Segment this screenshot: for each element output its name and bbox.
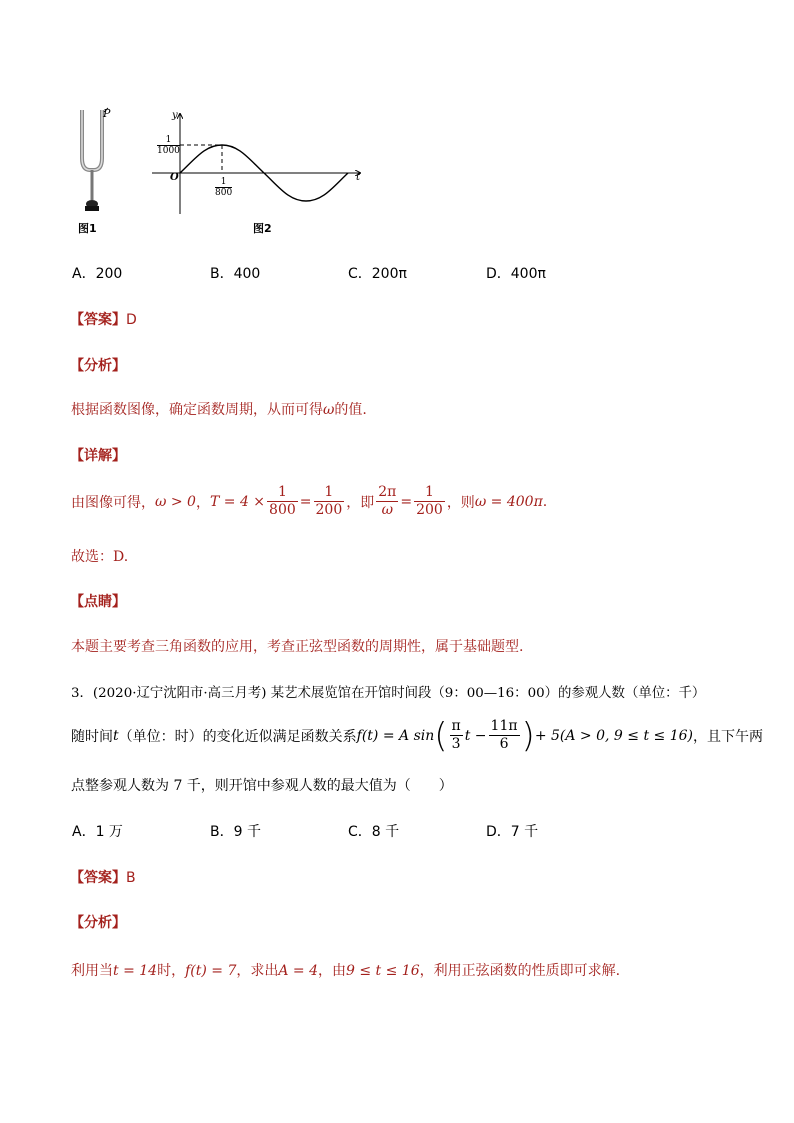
q2-option-a: A．200 (72, 266, 123, 282)
q3-line2-b: （单位：时）的变化近似满足函数关系 (118, 728, 357, 745)
q3-option-c: C．8 千 (348, 824, 400, 840)
q3-analysis-text (71, 960, 620, 980)
q3-analysis-tag: 【分析】 (70, 915, 126, 931)
q3-f-expr: f(t) = A sin (356, 727, 435, 744)
q3-analysis-e: ，利用正弦函数的性质即可求解. (419, 963, 621, 979)
answer-value: D (126, 312, 137, 328)
q3-plus-cond: + 5(A > 0, 9 ≤ t ≤ 16) (534, 727, 693, 744)
answer-tag: 【答案】 (70, 312, 126, 328)
q3-option-b: B．9 千 (210, 824, 261, 840)
answer-tag: 【答案】 (70, 870, 126, 886)
q2-analysis-text (71, 399, 367, 419)
q3-option-a: A．1 万 (72, 824, 123, 840)
analysis-part2: 的值. (334, 402, 367, 418)
q2-option-b: B．400 (210, 266, 261, 282)
q2-option-c: C．200π (348, 266, 407, 282)
q3-f7: f(t) = 7 (185, 963, 237, 979)
q2-detail-formula (71, 484, 547, 519)
frac-den: 200 (416, 502, 443, 518)
frac-num: 11π (490, 718, 518, 734)
q3-answer (70, 867, 136, 887)
detail-ji: ，即 (346, 494, 375, 511)
omega-symbol: ω (323, 402, 335, 418)
detail-result: ω = 400π (474, 493, 543, 510)
frac-den: 6 (499, 736, 509, 752)
frac-pi-3 (450, 718, 463, 753)
detail-prefix: 由图像可得， (71, 494, 155, 511)
graph-t-label: t (356, 172, 361, 183)
q3-line2-a: 随时间 (71, 728, 113, 745)
detail-T: T = 4 × (209, 493, 266, 510)
period: . (542, 493, 548, 510)
frac-num: 2π (378, 484, 397, 500)
frac-2pi-omega (376, 484, 398, 519)
frac-1-800 (267, 484, 298, 519)
q3-option-d: D．7 千 (486, 824, 539, 840)
frac-den: ω (381, 502, 393, 518)
q3-analysis-a: 利用当 (71, 963, 113, 979)
fig2-caption: 图2 (253, 222, 272, 235)
y-tick-den: 1000 (157, 146, 180, 156)
right-paren: ) (521, 715, 535, 756)
frac-num: 1 (267, 484, 298, 502)
graph-y-label: y (172, 110, 178, 121)
q3-t14: t = 14 (113, 963, 158, 979)
left-paren: ( (434, 715, 448, 756)
q3-range: 9 ≤ t ≤ 16 (346, 963, 420, 979)
q3-A4: A = 4 (278, 963, 319, 979)
graph-t-tick (215, 177, 232, 198)
answer-value: B (126, 870, 136, 886)
sine-graph (150, 112, 365, 220)
q3-line1: 3．(2020·辽宁沈阳市·高三月考) 某艺术展览馆在开馆时间段（9：00—16：00）的参观人数（单位：千） (71, 686, 706, 701)
graph-origin-label: O (170, 172, 179, 183)
q2-comment-text: 本题主要考查三角函数的应用，考查正弦型函数的周期性，属于基础题型. (71, 639, 524, 655)
q2-detail-tag: 【详解】 (70, 448, 126, 464)
q3-t: t (113, 727, 119, 744)
frac-num: 1 (414, 484, 445, 502)
frac-num: π (451, 718, 461, 734)
q2-option-d: D．400π (486, 266, 546, 282)
frac-den: 3 (451, 736, 461, 752)
detail-ze: ，则 (446, 494, 475, 511)
t-tick-num: 1 (215, 177, 232, 188)
q2-choice: 故选：D. (71, 549, 129, 565)
frac-den: 800 (269, 502, 296, 518)
q3-t-minus: t − (464, 727, 487, 744)
t-tick-den: 800 (215, 188, 233, 198)
q3-line3: 点整参观人数为 7 千，则开馆中参观人数的最大值为（ ） (71, 778, 453, 794)
frac-1-200-b (414, 484, 445, 519)
q2-analysis-tag: 【分析】 (70, 358, 126, 374)
q2-comment-tag: 【点睛】 (70, 594, 126, 610)
graph-y-tick (157, 135, 180, 156)
q2-answer (70, 309, 137, 329)
q3-analysis-d: ，由 (318, 963, 347, 979)
q3-analysis-b: 时， (157, 963, 186, 979)
analysis-part1: 根据函数图像，确定函数周期，从而可得 (71, 402, 323, 418)
frac-11pi-6 (489, 718, 520, 753)
tuning-fork-figure (68, 104, 118, 219)
equals: = (299, 493, 312, 510)
q3-line2 (71, 715, 763, 756)
y-tick-num: 1 (157, 135, 180, 146)
frac-1-200 (314, 484, 345, 519)
frac-den: 200 (315, 502, 343, 518)
q3-line2-c: ，且下午两 (692, 728, 763, 745)
comma: ， (195, 494, 210, 511)
q3-analysis-c: ，求出 (236, 963, 279, 979)
fork-label: P (103, 107, 111, 120)
frac-num: 1 (314, 484, 345, 502)
detail-omega-cond: ω > 0 (155, 493, 196, 510)
equals: = (400, 493, 413, 510)
fig1-caption: 图1 (78, 222, 97, 235)
